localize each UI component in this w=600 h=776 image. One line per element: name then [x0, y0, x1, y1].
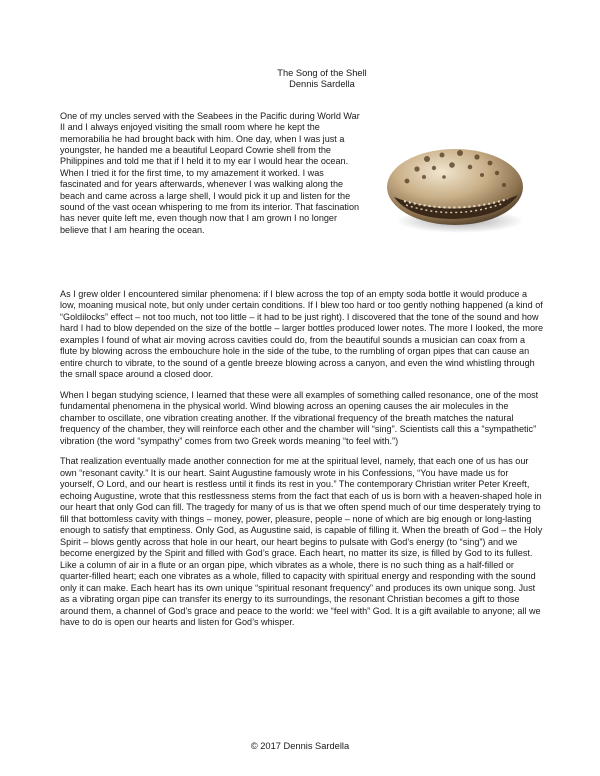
title-block	[100, 68, 544, 91]
cowrie-shell-image	[382, 139, 528, 235]
paragraph-1: One of my uncles served with the Seabees in the Pacific during World War II and I always enjoyed visiting the small room where he kept the memorabilia he had brought back with him. One day, when I was just a youngster, he handed me a beautiful Leopard Cowrie shell from the Philippines and told me that if I held it to my ear I would hear the ocean. When I tried it for the first time, to my amazement it worked. I was fascinated and for years afterwards, whenever I was walking along the beach and came across a large shell, I would pick it up and listen for the sound of the vast ocean whispering to me from its interior. That fascination has never quite left me, even though now that I am grown I no longer believe that I am hearing the ocean.	[60, 110, 360, 235]
paragraph-4: That realization eventually made another connection for me at the spiritual level, namely, that each one of us has our own “resonant cavity.” It is our heart. Saint Augustine famously wrote in his Confessions, “You have made us for yourself, O Lord, and our heart is restless until it finds its rest in you.” The contemporary Christian writer Peter Kreeft, echoing Augustine, wrote that this restlessness stems from the fact that each of us is born with a heaven-shaped hole in our heart that only God can fill. The tragedy for many of us is that we often spend much of our time desperately trying to fill that bottomless cavity with things – money, power, pleasure, people – none of which are big enough or long-lasting enough to satisfy that emptiness. Only God, as Augustine said, is capable of filling it. When the breath of God – the Holy Spirit – blows gently across that hole in our heart, our heart begins to pulsate with God’s energy (to “sing”) and we become energized by the Spirit and filled with God’s grace. Each heart, no matter its size, is filled by God to its fullest. Like a column of air in a flute or an organ pipe, which vibrates as a whole, there is no such thing as a half-filled or quarter-filled heart; each one vibrates as a whole, filled to capacity with spiritual energy and responding with the sound only it can make. Each heart has its own unique “spiritual resonant frequency” and produces its own unique song. Just as a vibrating organ pipe can transfer its energy to its surroundings, the resonant Christian becomes a gift to those around them, a channel of God’s grace and peace to the world: we “feel with” God. It is a gift available to anyone; all we have to do is open our hearts and listen for God’s whisper.	[60, 456, 543, 628]
intro-section	[60, 111, 544, 283]
body-text	[60, 289, 544, 629]
paragraph-3: When I began studying science, I learned that these were all examples of something called resonance, one of the most fundamental phenomena in the physical world. Wind blowing across an opening causes the air molecules in the chamber to oscillate, one vibration creating another. If the vibrational frequency of the breath matches the natural frequency of the chamber, they will reinforce each other and the chamber will “sing”. Scientists call this a “sympathetic” vibration (the word “sympathy” comes from two Greek words meaning “to feel with.”)	[60, 389, 539, 446]
document-author: Dennis Sardella	[289, 79, 355, 90]
copyright-footer: © 2017 Dennis Sardella	[250, 741, 350, 751]
document-page	[60, 68, 544, 638]
document-title: The Song of the Shell	[277, 68, 367, 78]
paragraph-2: As I grew older I encountered similar phenomena: if I blew across the top of an empty soda bottle it would produce a low, moaning musical note, but only under certain conditions. If I blew too hard or too gently nothing happened (a kind of “Goldilocks” effect – not too much, not too little – it had to be just right). I discovered that the tone of the sound and how hard I had to blow depended on the size of the bottle – larger bottles produced lower notes. The more I looked, the more examples I found of what air moving across cavities could do, from the beautiful sounds a musician can coax from a flute by blowing across the embouchure hole in the side of the tube, to the rumbling of organ pipes that can cause an entire church to vibrate, to the sound of a gentle breeze blowing across a canyon, and even the wind whistling through the small space around a closed door.	[60, 288, 544, 380]
